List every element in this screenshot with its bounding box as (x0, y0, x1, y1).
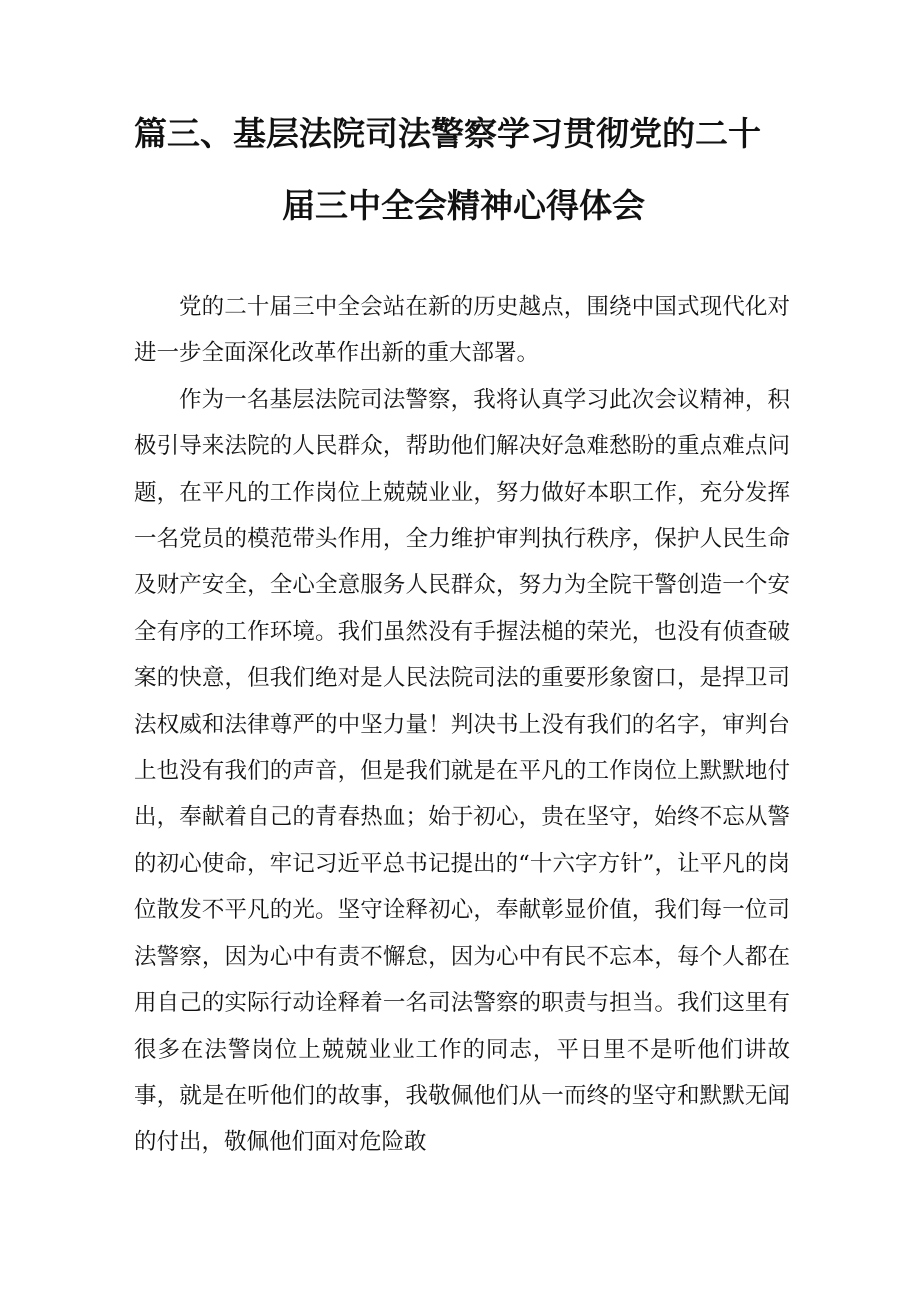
document-body (134, 284, 790, 1166)
paragraph-2: 作为一名基层法院司法警察，我将认真学习此次会议精神，积极引导来法院的人民群众，帮助他们解决好急难愁盼的重点难点问题，在平凡的工作岗位上兢兢业业，努力做好本职工作，充分发挥一名党员的模范带头作用，全力维护审判执行秩序，保护人民生命及财产安全，全心全意服务人民群众，努力为全院干警创造一个安全有序的工作环境。我们虽然没有手握法槌的荣光，也没有侦查破案的快意，但我们绝对是人民法院司法的重要形象窗口，是捍卫司法权威和法律尊严的中坚力量！判决书上没有我们的名字，审判台上也没有我们的声音，但是我们就是在平凡的工作岗位上默默地付出，奉献着自己的青春热血；始于初心，贵在坚守，始终不忘从警的初心使命，牢记习近平总书记提出的“十六字方针”，让平凡的岗位散发不平凡的光。坚守诠释初心，奉献彰显价值，我们每一位司法警察，因为心中有责不懈怠，因为心中有民不忘本，每个人都在用自己的实际行动诠释着一名司法警察的职责与担当。我们这里有很多在法警岗位上兢兢业业工作的同志，平日里不是听他们讲故事，就是在听他们的故事，我敬佩他们从一而终的坚守和默默无闻的付出，敬佩他们面对危险敢 (134, 386, 790, 1156)
paragraph-1: 党的二十届三中全会站在新的历史越点，围绕中国式现代化对进一步全面深化改革作出新的重大部署。 (134, 294, 790, 367)
document-title-line-2: 届三中全会精神心得体会 (282, 186, 645, 225)
document-title-line-1: 篇三、基层法院司法警察学习贯彻党的二十 (134, 114, 761, 153)
